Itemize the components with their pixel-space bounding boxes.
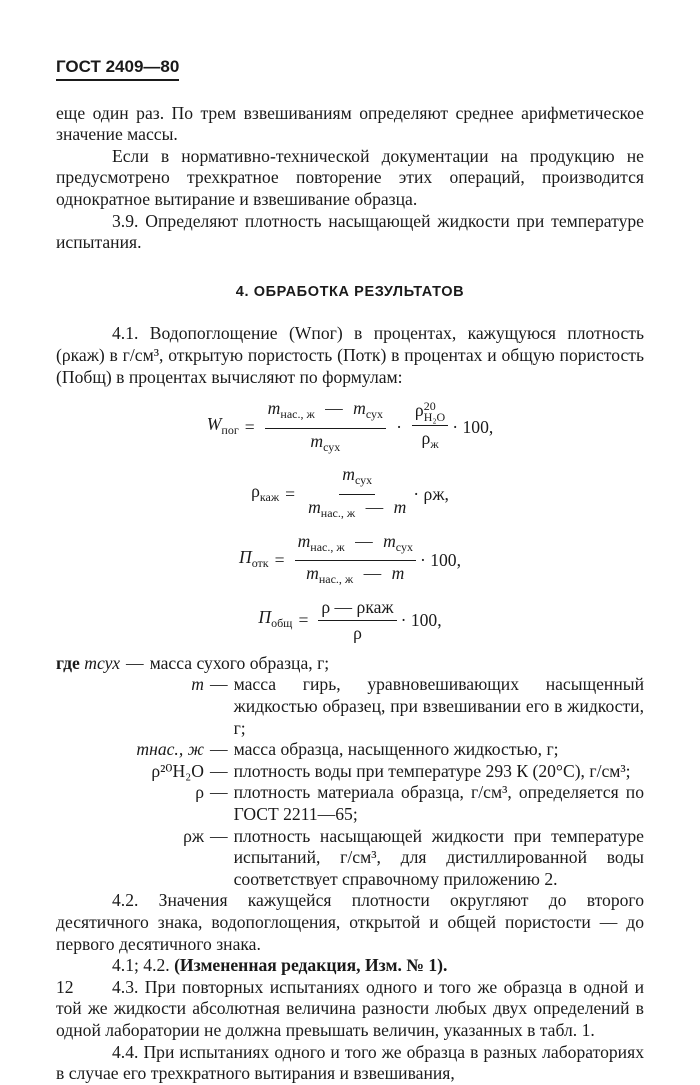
- revision-note: (Измененная редакция, Изм. № 1).: [174, 955, 448, 976]
- symbol-legend: [56, 653, 644, 891]
- paragraph-4-1: 4.1. Водопоглощение (Wпог) в процентах, кажущуюся плотность (ρкаж) в г/см³, открытую пористость (Потк) в процентах и общую пористость (Побщ) в процентах вычисляют по формулам:: [56, 323, 644, 387]
- legend-row: где mсух — масса сухого образца, г;: [56, 652, 330, 673]
- formula-fraction: $\frac{\text{ρ — ρкаж}}{\rho}$: [318, 597, 396, 645]
- revision-label: 4.1; 4.2.: [112, 955, 170, 976]
- paragraph-4-3: 4.3. При повторных испытаниях одного и того же образца в одной и той же жидкости абсолютная величина разности любых двух определений в одной лаборатории не должна превышать величин, указанных в табл. 1.: [56, 976, 644, 1040]
- formula-fraction: $\frac{m_{сух}}{m_{нас., ж} — m}$: [308, 464, 407, 520]
- formula-open-porosity: $П_{отк}$ = $\frac{m_{нас., ж} — m_{сух}}{m_{нас., ж} — m}$ · 100,: [56, 531, 644, 591]
- section-title: 4. ОБРАБОТКА РЕЗУЛЬТАТОВ: [235, 283, 465, 300]
- legend-text: масса образца, насыщенного жидкостью, г;: [233, 739, 559, 760]
- formula-apparent-density: $\rho_{каж}$ = $\frac{m_{сух}}{m_{нас., ж} — m}$ · ρж,: [56, 464, 644, 524]
- formula-fraction: $\frac{m_{нас., ж} — m_{сух}}{m_{нас., ж} — m}$: [295, 531, 416, 591]
- legend-text: масса сухого образца, г;: [149, 652, 330, 673]
- legend-row: m — масса гирь, уравновешивающих насыщенный жидкостью образец, при взвешивании его в жидкости, г;: [191, 674, 644, 738]
- paragraph-4-4: 4.4. При испытаниях одного и того же образца в разных лабораториях в случае его трехкратного вытирания и взвешивания,: [56, 1041, 644, 1084]
- intro-paragraph-3: 3.9. Определяют плотность насыщающей жидкости при температуре испытания.: [56, 210, 644, 253]
- legend-text: плотность воды при температуре 293 К (20°С), г/см³;: [233, 760, 631, 781]
- paragraph-4-2: 4.2. Значения кажущейся плотности округляют до второго десятичного знака, водопоглощения, открытой и общей пористости — до первого десятичного знака.: [56, 890, 644, 954]
- formula-lhs: $W_{пог}$: [206, 414, 239, 438]
- formula-total-porosity: $П_{общ}$ = $\frac{\text{ρ — ρкаж}}{\rho}$ · 100,: [258, 596, 442, 644]
- document-header: ГОСТ 2409—80: [56, 56, 179, 81]
- page-number: 12: [56, 977, 74, 997]
- legend-text: масса гирь, уравновешивающих насыщенный жидкостью образец, при взвешивании его в жидкости, г;: [233, 674, 644, 738]
- legend-row: ρ — плотность материала образца, г/см³, определяется по ГОСТ 2211—65;: [195, 782, 644, 825]
- intro-paragraph-2: Если в нормативно-технической документации на продукцию не предусмотрено трехкратное повторение этих операций, производится однократное вытирание и взвешивание образца.: [56, 145, 644, 209]
- paragraph-revision: [56, 955, 644, 977]
- formula-fraction: $\frac{m_{нас., ж} — m_{сух}}{m_{сух}}$: [265, 398, 386, 458]
- formula-block: [56, 398, 644, 645]
- formula-fraction-density: ρ 20 H₂O $\rho_ж$: [412, 400, 448, 456]
- legend-row: ρж — плотность насыщающей жидкости при температуре испытаний, г/см³, для дистиллированной воды соответствует справочному приложению 2.: [183, 825, 644, 889]
- intro-paragraph-1: еще один раз. По трем взвешиваниям определяют среднее арифметическое значение массы.: [56, 102, 644, 145]
- legend-row: ρ²⁰H₂O — плотность воды при температуре 293 К (20°С), г/см³;: [151, 760, 631, 781]
- legend-row: mнас., ж — масса образца, насыщенного жидкостью, г;: [136, 739, 559, 760]
- legend-lead: где: [56, 652, 80, 673]
- formula-water-absorption: $W_{пог}$ = $\frac{m_{нас., ж} — m_{сух}}{m_{сух}}$ · ρ 20 H₂O $\rho_ж$ · 100,: [56, 398, 644, 458]
- legend-text: плотность насыщающей жидкости при температуре испытаний, г/см³, для дистиллированной воды соответствует справочному приложению 2.: [233, 825, 644, 889]
- legend-text: плотность материала образца, г/см³, определяется по ГОСТ 2211—65;: [233, 782, 644, 825]
